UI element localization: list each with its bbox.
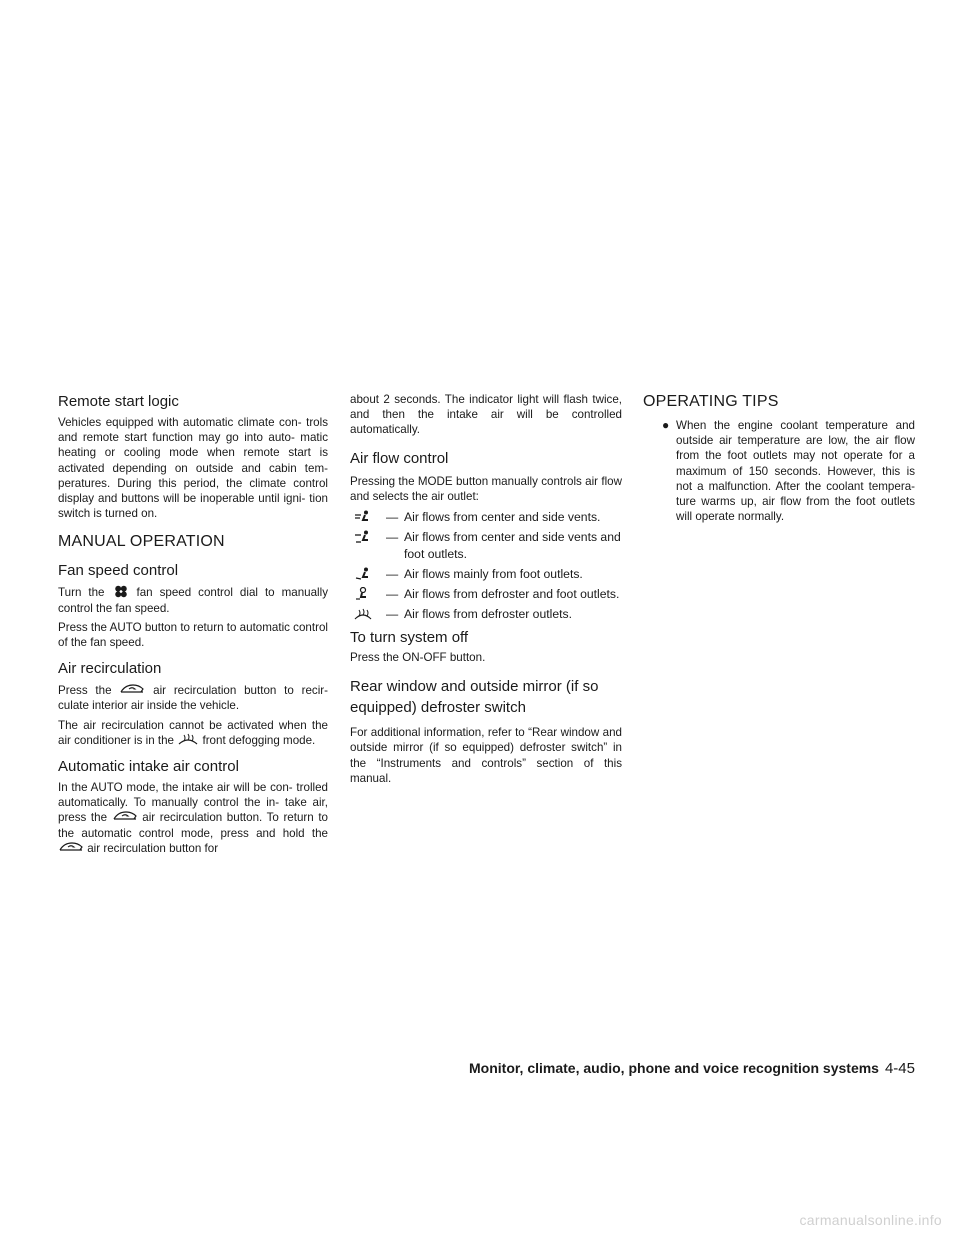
fan-text-pre: Turn the bbox=[58, 586, 105, 600]
list-item: — Air flows mainly from foot outlets. bbox=[350, 566, 622, 583]
watermark: carmanualsonline.info bbox=[799, 1212, 942, 1228]
paragraph-intake bbox=[58, 780, 328, 856]
intake-text-post: air recirculation button for bbox=[87, 841, 219, 855]
list-item: — Air flows from center and side vents and foot outlets. bbox=[350, 529, 622, 563]
air-flow-mode-list bbox=[350, 509, 622, 623]
page-number: 4-45 bbox=[884, 1060, 915, 1077]
front-defog-icon bbox=[177, 733, 199, 746]
paragraph-intake-continued: about 2 seconds. The indicator light will flash twice, and then the intake air will be controlled automatically. bbox=[350, 393, 622, 437]
heading-manual-operation: MANUAL OPERATION bbox=[58, 533, 225, 551]
footer-section-title: Monitor, climate, audio, phone and voice recognition systems bbox=[469, 1060, 879, 1076]
paragraph-rear-window: For additional information, refer to “Rear window and outside mirror (if so equipped) defroster switch” in the “Instruments and controls” section of this manual. bbox=[350, 726, 622, 785]
list-item bbox=[662, 418, 915, 524]
recirc-p2-post: front defogging mode. bbox=[202, 733, 316, 747]
list-item: — Air flows from defroster and foot outlets. bbox=[350, 586, 622, 603]
defrost-foot-mode-icon bbox=[350, 586, 386, 601]
heading-rear-window-defroster: Rear window and outside mirror (if so equipped) defroster switch bbox=[350, 678, 599, 717]
air-recirculation-icon bbox=[119, 683, 145, 696]
heading-air-flow-control: Air flow control bbox=[350, 449, 449, 467]
column-middle bbox=[350, 392, 622, 786]
heading-fan-speed-control: Fan speed control bbox=[58, 562, 179, 580]
bullet-icon: ● bbox=[662, 418, 670, 432]
paragraph-recirc-defog bbox=[58, 718, 328, 748]
heading-automatic-intake: Automatic intake air control bbox=[58, 758, 239, 776]
air-recirculation-icon bbox=[112, 810, 138, 823]
column-right bbox=[643, 392, 915, 524]
fan-text-post: fan speed control dial to manually control the fan speed. bbox=[58, 586, 328, 615]
heading-remote-start-logic: Remote start logic bbox=[58, 393, 179, 410]
intake-text-mid: air recirculation button. To return to the automatic control mode, press and hold the bbox=[58, 811, 328, 840]
air-recirculation-icon bbox=[58, 841, 84, 854]
foot-mode-icon bbox=[350, 566, 386, 581]
paragraph-airflow-intro: Pressing the MODE button manually controls air flow and selects the air outlet: bbox=[350, 474, 622, 503]
list-item: — Air flows from defroster outlets. bbox=[350, 606, 622, 623]
heading-operating-tips: OPERATING TIPS bbox=[643, 393, 779, 410]
bilevel-mode-icon bbox=[350, 529, 386, 544]
recirc-text-post: air recirculation button to recir- culate interior air inside the vehicle. bbox=[58, 684, 328, 713]
intake-text-pre: In the AUTO mode, the intake air will be con- trolled automatically. To manually control the in- take air, press the bbox=[58, 781, 328, 825]
list-item: — Air flows from center and side vents. bbox=[350, 509, 622, 526]
paragraph-auto-fan: Press the AUTO button to return to automatic control of the fan speed. bbox=[58, 620, 328, 650]
page-footer bbox=[0, 1060, 915, 1078]
paragraph-fan-speed bbox=[58, 585, 328, 615]
tip-text: When the engine coolant temperature and outside air temperature are low, the air flow from the foot outlets may not operate for a maximum of 150 seconds. However, this is not a malfunction. After the coolant tempera- ture warms up, air flow from the foot outlets will operate normally. bbox=[676, 419, 915, 524]
paragraph-turn-off: Press the ON-OFF button. bbox=[350, 651, 486, 665]
defrost-mode-icon bbox=[350, 606, 386, 621]
paragraph-recirculation bbox=[58, 683, 328, 713]
recirc-p2-pre: The air recirculation cannot be activated when the air conditioner is in the bbox=[58, 718, 328, 747]
column-left bbox=[58, 392, 328, 856]
paragraph-remote-start: Vehicles equipped with automatic climate con- trols and remote start function may go into auto- matic heating or cooling mode when remote start is activated depending on outside and cabin tem- peratures. During this period, the climate control display and buttons will be inoperable until igni- tion switch is turned on. bbox=[58, 416, 328, 521]
recirc-text-pre: Press the bbox=[58, 684, 112, 698]
heading-air-recirculation: Air recirculation bbox=[58, 660, 162, 678]
heading-turn-system-off: To turn system off bbox=[350, 629, 469, 647]
fan-icon bbox=[112, 585, 130, 598]
vent-mode-icon bbox=[350, 509, 386, 524]
